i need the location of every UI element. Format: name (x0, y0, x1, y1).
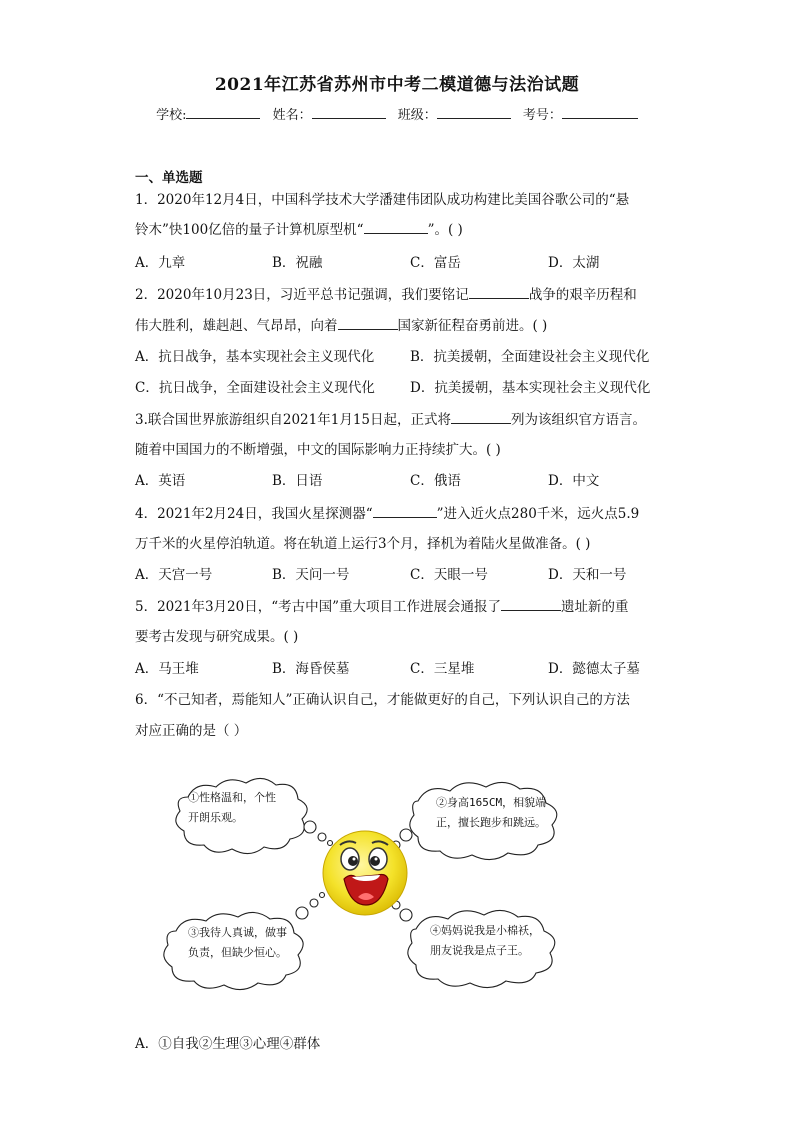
q2-line-2: 伟大胜利，雄赳赳、气昂昂，向着 国家新征程奋勇前进。( ) (135, 318, 548, 334)
name-label: 姓名： (272, 108, 312, 123)
q1-option-a[interactable]: A．九章 (135, 255, 186, 271)
student-info-row (0, 104, 794, 123)
q2-line-1: 2．2020年10月23日，习近平总书记强调，我们要铭记 战争的艰辛历程和 (135, 287, 637, 303)
name-field[interactable] (273, 104, 386, 123)
bubble-2-text: ②身高165CM，相貌端 正，擅长跑步和跳远。 (436, 796, 547, 829)
q5-option-b[interactable]: B．海昏侯墓 (272, 661, 350, 677)
q2-option-a[interactable]: A．抗日战争，基本实现社会主义现代化 (135, 349, 375, 365)
q3-option-a[interactable]: A．英语 (135, 473, 186, 489)
bubble-3-text: ③我待人真诚，做事 负责，但缺少恒心。 (188, 926, 287, 959)
q6-line-1: 6．“不己知者，焉能知人”正确认识自己，才能做更好的自己，下列认识自己的方法 (135, 692, 630, 708)
bubble-2-tail-1 (400, 829, 412, 841)
school-blank[interactable] (186, 106, 260, 119)
q4-option-c[interactable]: C．天眼一号 (410, 567, 488, 583)
q5-option-a[interactable]: A．马王堆 (135, 661, 199, 677)
bubble-1-text: ①性格温和，个性 开朗乐观。 (188, 791, 276, 824)
smiley-face-icon (323, 831, 407, 915)
section-heading: 一、单选题 (135, 170, 203, 186)
bubble-3-tail-1 (296, 907, 308, 919)
q4-blank[interactable] (373, 504, 437, 518)
q4-option-a[interactable]: A．天宫一号 (135, 567, 213, 583)
q3-line-1: 3.联合国世界旅游组织自2021年1月15日起，正式将 列为该组织官方语言。 (135, 412, 647, 428)
q2-option-c[interactable]: C．抗日战争，全面建设社会主义现代化 (135, 380, 375, 396)
q5-option-d[interactable]: D．懿德太子墓 (548, 661, 640, 677)
bubble-1-tail-2 (318, 833, 326, 841)
page-title: 2021年江苏省苏州市中考二模道德与法治试题 (214, 75, 580, 95)
q1-option-c[interactable]: C．富岳 (410, 255, 461, 271)
q4-line-2: 万千米的火星停泊轨道。将在轨道上运行3个月，择机为着陆火星做准备。( ) (135, 536, 591, 552)
name-blank[interactable] (312, 106, 386, 119)
q3-option-c[interactable]: C．俄语 (410, 473, 461, 489)
q2-option-d[interactable]: D．抗美援朝，基本实现社会主义现代化 (410, 380, 651, 396)
q1-line-2: 铃木”快100亿倍的量子计算机原型机“ ”。( ) (135, 222, 463, 238)
class-label: 班级： (397, 108, 437, 123)
q5-blank[interactable] (501, 597, 561, 611)
self-knowledge-figure (160, 775, 650, 1005)
class-field[interactable] (398, 104, 511, 123)
exam-no-field[interactable] (523, 104, 638, 123)
bubble-4-tail-1 (400, 909, 412, 921)
q6-option-a[interactable]: A．①自我②生理③心理④群体 (135, 1036, 321, 1052)
school-field[interactable] (156, 104, 260, 123)
q4-line-1: 4．2021年2月24日，我国火星探测器“ ”进入近火点280千米，远火点5.9 (135, 506, 640, 522)
q2-blank-2[interactable] (338, 316, 398, 330)
bubble-4-text: ④妈妈说我是小棉袄， 朋友说我是点子王。 (430, 924, 540, 957)
q5-line-1: 5．2021年3月20日，“考古中国”重大项目工作进展会通报了 遗址新的重 (135, 599, 629, 615)
q3-option-b[interactable]: B．日语 (272, 473, 323, 489)
q3-blank[interactable] (451, 410, 511, 424)
bubble-3-tail-2 (310, 899, 318, 907)
class-blank[interactable] (437, 106, 511, 119)
bubble-1-tail-3 (328, 841, 333, 846)
school-label: 学校: (156, 108, 187, 123)
q1-option-d[interactable]: D．太湖 (548, 255, 600, 271)
exam-no-label: 考号： (522, 108, 562, 123)
q5-line-2: 要考古发现与研究成果。( ) (135, 629, 299, 645)
q5-option-c[interactable]: C．三星堆 (410, 661, 475, 677)
q4-option-d[interactable]: D．天和一号 (548, 567, 627, 583)
q3-option-d[interactable]: D．中文 (548, 473, 600, 489)
q1-option-b[interactable]: B．祝融 (272, 255, 323, 271)
q3-line-2: 随着中国国力的不断增强，中文的国际影响力正持续扩大。( ) (135, 442, 501, 458)
q1-blank[interactable] (364, 220, 428, 234)
q6-line-2: 对应正确的是（ ） (135, 723, 248, 739)
q4-option-b[interactable]: B．天问一号 (272, 567, 350, 583)
q2-option-b[interactable]: B．抗美援朝，全面建设社会主义现代化 (410, 349, 650, 365)
bubble-1-tail-1 (304, 821, 316, 833)
q2-blank-1[interactable] (469, 285, 529, 299)
bubble-3-tail-3 (320, 893, 325, 898)
exam-no-blank[interactable] (562, 106, 638, 119)
q1-line-1: 1．2020年12月4日，中国科学技术大学潘建伟团队成功构建比美国谷歌公司的“悬 (135, 192, 630, 208)
